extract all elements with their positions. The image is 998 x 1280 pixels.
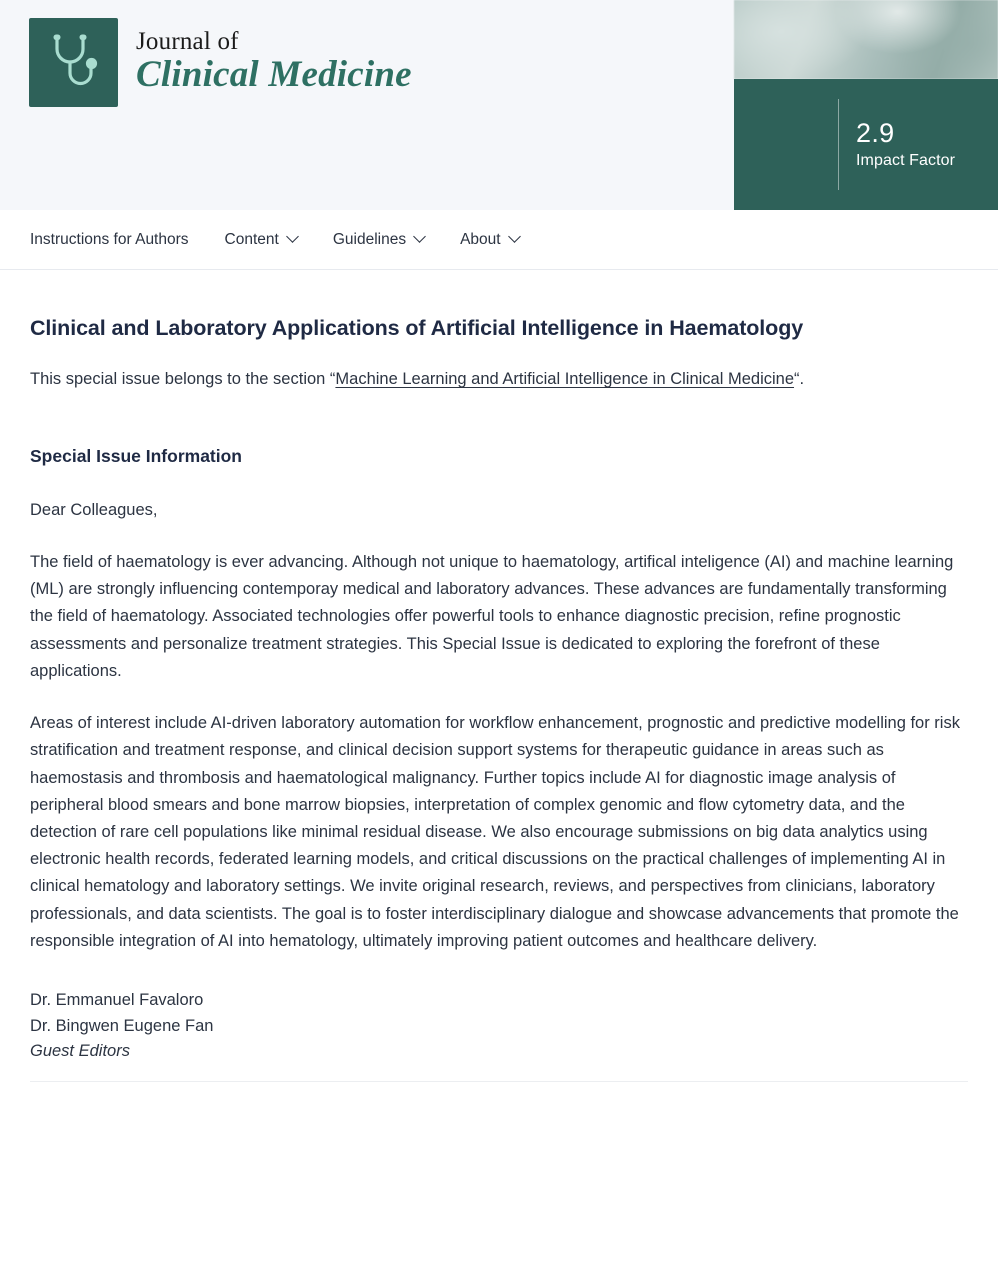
body-paragraph-1: The field of haematology is ever advancing. Although not unique to haematology, artifical inteligence (AI) and machine learning (ML) are strongly influencing contemporay medical and laboratory advances. These advances are fundamentally transforming the field of haematology. Associated technologies offer powerful tools to enhance diagnostic precision, refine prognostic assessments and personalize treatment strategies. This Special Issue is dedicated to exploring the forefront of these applications. — [30, 552, 954, 680]
section-note-prefix: This special issue belongs to the section “ — [30, 370, 336, 388]
content-divider — [30, 1081, 968, 1082]
chevron-down-icon — [508, 230, 521, 243]
stethoscope-icon — [45, 32, 103, 94]
nav-label: Content — [224, 230, 279, 248]
impact-factor-divider — [838, 99, 839, 190]
header-banner-image — [734, 0, 998, 79]
nav-item-about[interactable] — [460, 231, 519, 249]
guest-editor-name: Dr. Bingwen Eugene Fan — [30, 1016, 214, 1035]
journal-logo-tile — [29, 18, 118, 107]
journal-brand[interactable] — [0, 0, 412, 107]
special-issue-information-heading: Special Issue Information — [30, 445, 242, 466]
nav-label: About — [460, 230, 501, 248]
primary-navigation — [0, 210, 998, 270]
nav-label: Guidelines — [332, 230, 407, 248]
impact-factor-value: 2.9 — [856, 118, 895, 149]
journal-name-line1: Journal of — [136, 27, 239, 55]
impact-factor-column — [734, 0, 998, 210]
guest-editor-name: Dr. Emmanuel Favaloro — [30, 991, 204, 1010]
journal-wordmark — [136, 29, 412, 97]
body-paragraph-2: Areas of interest include AI-driven laboratory automation for workflow enhancement, prognostic and predictive modelling for risk stratification and treatment response, and clinical decision support systems for therapeutic guidance in areas such as haemostasis and thrombosis and haematological malignancy. Further topics include AI for diagnostic image analysis of peripheral blood smears and bone marrow biopsies, interpretation of complex genomic and flow cytometry data, and the detection of rare cell populations like minimal residual disease. We also encourage submissions on big data analytics using electronic health records, federated learning models, and critical discussions on the practical challenges of implementing AI in clinical hematology and laboratory settings. We invite original research, reviews, and perspectives from clinicians, laboratory professionals, and data scientists. The goal is to foster interdisciplinary dialogue and showcase advancements that promote the responsible integration of AI into hematology, ultimately improving patient outcomes and healthcare delivery. — [30, 714, 960, 950]
page-title: Clinical and Laboratory Applications of Artificial Intelligence in Haematology — [30, 316, 804, 340]
guest-editors-role-label: Guest Editors — [30, 1042, 130, 1061]
site-masthead — [0, 0, 998, 210]
nav-item-content[interactable] — [225, 231, 297, 249]
nav-item-guidelines[interactable] — [333, 231, 424, 249]
section-note-suffix: “. — [794, 370, 805, 388]
impact-factor-panel — [734, 79, 998, 210]
chevron-down-icon — [286, 230, 299, 243]
salutation: Dear Colleagues, — [30, 500, 158, 519]
impact-factor-label: Impact Factor — [856, 151, 956, 169]
special-issue-content — [0, 270, 998, 1082]
nav-label: Instructions for Authors — [30, 230, 189, 248]
nav-item-instructions-for-authors[interactable] — [30, 231, 189, 249]
chevron-down-icon — [413, 230, 426, 243]
section-belongs-note — [30, 367, 968, 392]
journal-name-line2: Clinical Medicine — [136, 53, 412, 95]
guest-editors-block — [30, 988, 968, 1065]
section-link[interactable]: Machine Learning and Artificial Intelligence in Clinical Medicine — [335, 370, 795, 388]
